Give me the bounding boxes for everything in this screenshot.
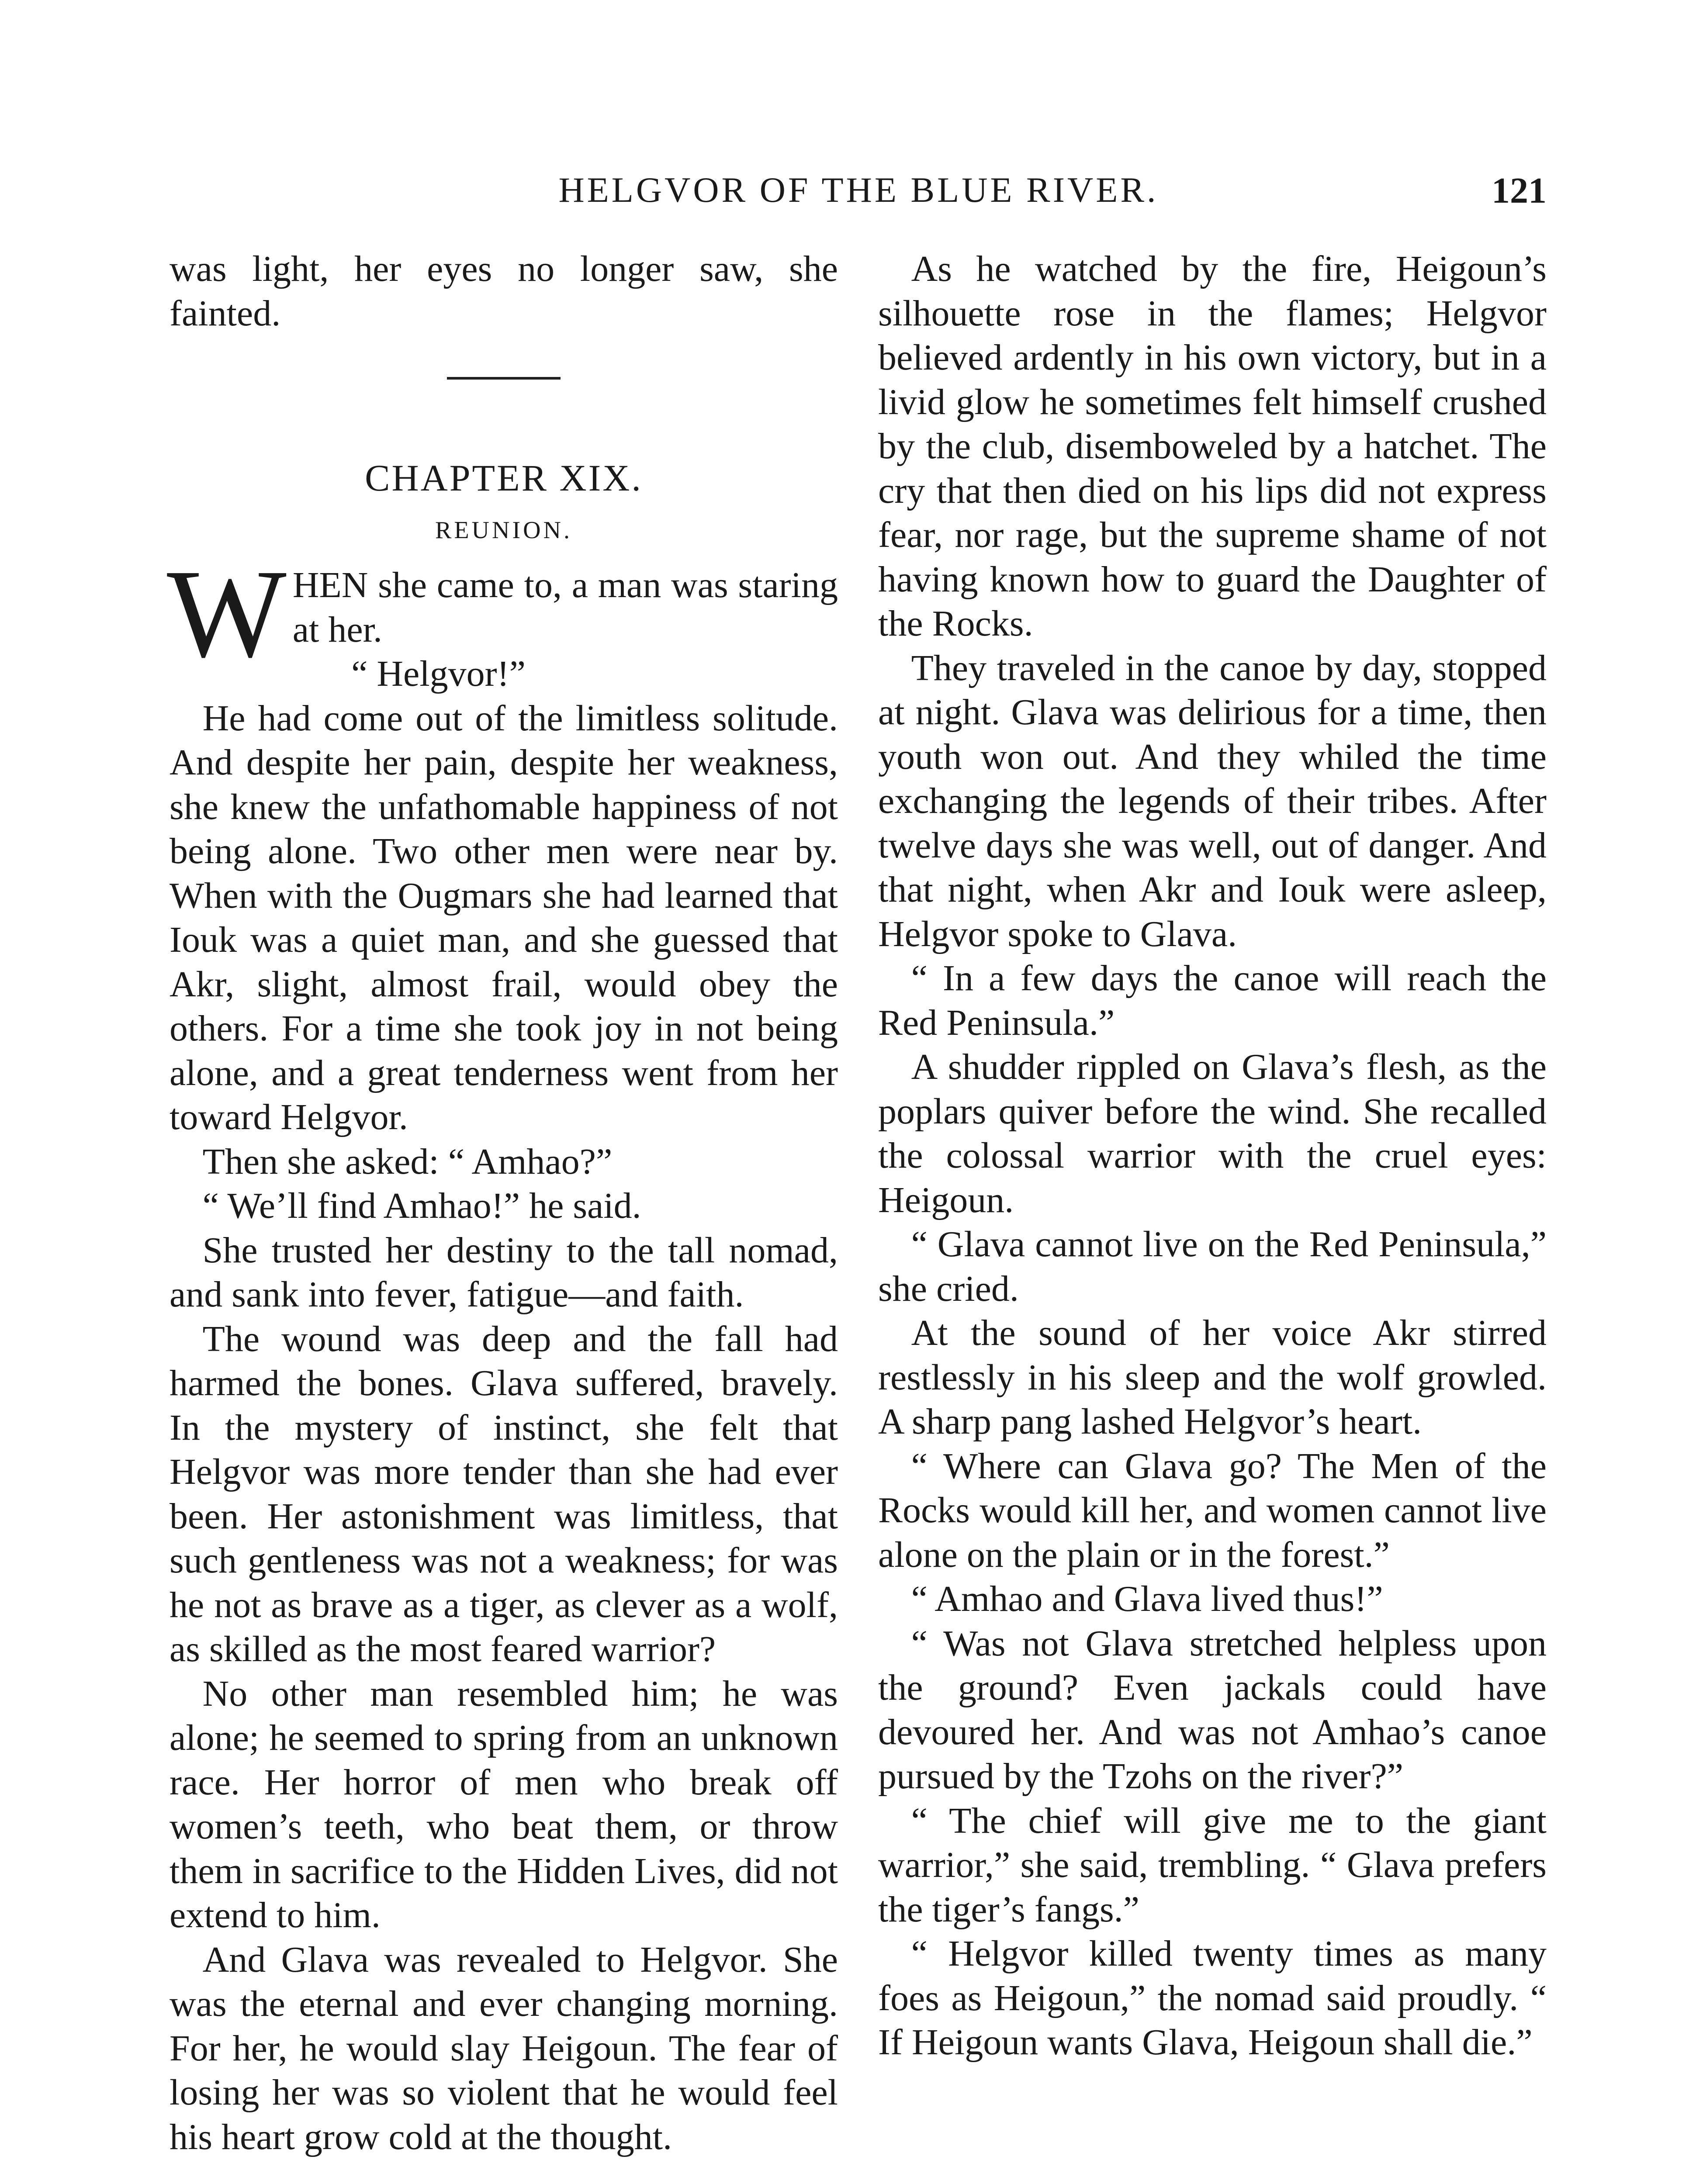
paragraph: “ Helgvor!” [351,653,526,694]
paragraph: They traveled in the canoe by day, stopped at night. Glava was delirious for a time, then youth won out. And they whiled the time exchanging the legends of their tribes. After twelve days she was well, out of danger. And that night, when Akr and Iouk were asleep, Helgvor spoke to Glava. [878,647,1547,954]
chapter-subtitle: REUNION. [435,517,572,544]
paragraph: He had come out of the limitless solitude. And despite her pain, despite her weakness, she knew the unfathomable happiness of not being alone. Two other men were near by. When with the Ougmars she had learned that Iouk was a quiet man, and she guessed that Akr, slight, almost frail, would obey the others. For a time she took joy in not being alone, and a great tenderness went from her toward Helgvor. [170,698,838,1137]
paragraph: “ Helgvor killed twenty times as many foes as Heigoun,” the nomad said proudly. “ If Heigoun wants Glava, Heigoun shall die.” [878,1933,1547,2063]
paragraph: “ Where can Glava go? The Men of the Rocks would kill her, and women cannot live alone on the plain or in the forest.” [878,1445,1547,1575]
chapter-heading: CHAPTER XIX. [365,457,643,499]
continuation-paragraph: was light, her eyes no longer saw, she fainted. [170,249,838,334]
running-title: HELGVOR OF THE BLUE RIVER. [558,170,1159,210]
paragraph: “ Was not Glava stretched helpless upon the ground? Even jackals could have devoured her. And was not Amhao’s canoe pursued by the Tzohs on the river?” [878,1623,1547,1797]
paragraph: As he watched by the fire, Heigoun’s silhouette rose in the flames; Helgvor believed ardently in his own victory, but in a livid glow he sometimes felt himself crushed by the club, disemboweled by a hatchet. The cry that then died on his lips did not express fear, nor rage, but the supreme shame of not having known how to guard the Daughter of the Rocks. [878,249,1547,644]
paragraph: “ In a few days the canoe will reach the Red Peninsula.” [878,958,1547,1043]
paragraph: Then she asked: “ Amhao?” [202,1141,613,1182]
paragraph: She trusted her destiny to the tall nomad, and sank into fever, fatigue—and faith. [170,1230,838,1315]
section-divider [447,377,561,380]
opening-text: HEN she came to, a man was staring at her. [292,565,838,650]
paragraph: The wound was deep and the fall had harmed the bones. Glava suffered, bravely. In the mystery of instinct, she felt that Helgvor was more tender than she had ever been. Her astonishment was limitless, that such gentleness was not a weakness; for was he not as brave as a tiger, as clever as a wolf, as skilled as the most feared warrior? [170,1318,838,1669]
paragraph: No other man resembled him; he was alone; he seemed to spring from an unknown race. Her horror of men who break off women’s teeth, who beat them, or throw them in sacrifice to the Hidden Lives, did not extend to him. [170,1673,838,1935]
page-number: 121 [1492,170,1547,211]
paragraph: “ Glava cannot live on the Red Peninsula,” she cried. [878,1224,1547,1309]
page-header [170,169,1547,222]
paragraph: And Glava was revealed to Helgvor. She was the eternal and ever changing morning. For her, he would slay Heigoun. The fear of losing her was so violent that he would feel his heart grow cold at the thought. [170,1939,838,2157]
right-column [878,247,1547,2065]
paragraph: At the sound of her voice Akr stirred restlessly in his sleep and the wolf growled. A sharp pang lashed Helgvor’s heart. [878,1313,1547,1442]
paragraph: “ Amhao and Glava lived thus!” [911,1579,1383,1619]
paragraph: “ We’ll find Amhao!” he said. [202,1185,641,1226]
left-column [167,247,838,2159]
paragraph: A shudder rippled on Glava’s flesh, as the poplars quiver before the wind. She recalled the colossal warrior with the cruel eyes: Heigoun. [878,1047,1547,1220]
drop-cap: W [167,543,287,684]
paragraph: “ The chief will give me to the giant warrior,” she said, trembling. “ Glava prefers the tiger’s fangs.” [878,1800,1547,1930]
